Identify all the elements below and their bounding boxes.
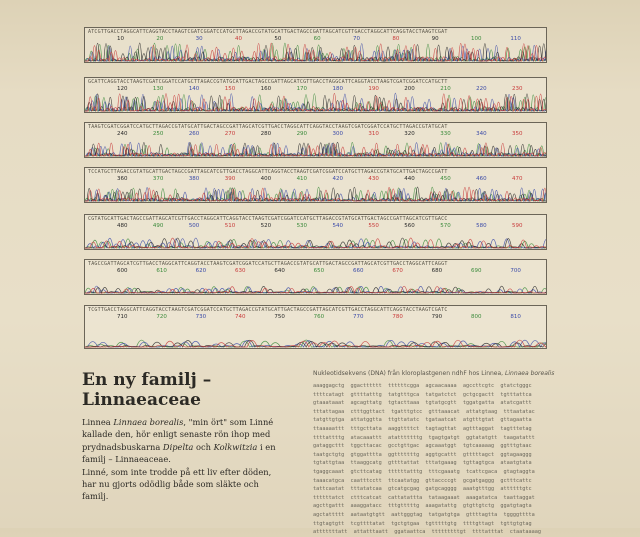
position-number: 420 xyxy=(332,176,343,182)
position-number: 650 xyxy=(313,268,325,274)
base-call-sequence: ATCGTTGACCTAGGCATTCAGGTACCTAAGTCGATCGGATCCATGCTTAGACCGTATGCATTGACTAGCCGATTAGCATCGTTGACCTAGGCATTCAGGTACCTAAGTCGAT xyxy=(88,29,448,35)
position-number: 140 xyxy=(188,86,200,92)
position-number: 70 xyxy=(353,36,360,42)
sequence-row: tgtattgtaa ttaaggcatg gttttattat tttatgaaag tgttagtgca ataatgtata xyxy=(313,460,532,467)
position-number: 760 xyxy=(313,314,325,320)
sequence-row: tatgttgtga attatggtta ttgttatatc tgataatcat atgtttgtat gttagaatta xyxy=(313,417,532,424)
position-number: 80 xyxy=(392,36,400,42)
sequence-row: atttttttatt attatttaatt ggataattca tttttttttgt ttttatttat ctaataaaag xyxy=(313,529,541,536)
paragraph-1: Linnea Linnaea borealis, "min ört" som Linné kallade den, hör enligt senaste rön ihop med prydnadsbuskarna Dipelta och Kolkwitzia i en familj – Linnaeaceae. xyxy=(82,417,276,465)
position-number: 10 xyxy=(117,36,124,42)
position-number: 460 xyxy=(476,176,487,182)
base-call-sequence: TAAGTCGATCGGATCCATGCTTAGACCGTATGCATTGACTAGCCGATTAGCATCGTTGACCTAGGCATTCAGGTACCTAAGTCGATCGGATCCATGCTTAGACCGTATGCAT xyxy=(88,124,448,130)
position-number: 770 xyxy=(353,314,364,320)
position-number: 800 xyxy=(471,314,482,320)
position-number: 480 xyxy=(117,223,128,229)
position-number: 60 xyxy=(313,36,321,42)
chromatogram-strip xyxy=(84,214,547,250)
heading: En ny familj – Linnaeaceae xyxy=(82,370,212,410)
position-number: 40 xyxy=(235,36,242,42)
position-number: 710 xyxy=(117,314,128,320)
sequence-row: gataggcttt tggcttacac gcctgttgac agcaaatggt tgtcaaaaag ggtttgtaac xyxy=(313,443,532,450)
position-number: 430 xyxy=(368,176,379,182)
trace-plot xyxy=(85,78,547,113)
position-number: 670 xyxy=(392,268,403,274)
position-number: 270 xyxy=(224,131,236,137)
trace-plot xyxy=(85,28,547,63)
position-number: 240 xyxy=(117,131,128,137)
position-number: 750 xyxy=(274,314,285,320)
position-number: 740 xyxy=(235,314,246,320)
position-number: 510 xyxy=(224,223,236,229)
position-number: 690 xyxy=(471,268,482,274)
position-number: 540 xyxy=(332,223,343,229)
position-number: 730 xyxy=(195,314,207,320)
position-number: 660 xyxy=(353,268,364,274)
trace-g xyxy=(85,238,547,248)
position-number: 190 xyxy=(368,86,379,92)
sequence-row: tgaggcaaat gtcttcatag ttttttatttg tttcgaaatg tcattcgaca gtagtaggta xyxy=(313,468,535,475)
position-number: 400 xyxy=(260,176,272,182)
position-number: 530 xyxy=(296,223,308,229)
position-number: 450 xyxy=(440,176,451,182)
trace-t xyxy=(85,286,547,293)
position-number: 200 xyxy=(404,86,415,92)
position-number: 720 xyxy=(156,314,167,320)
position-number: 210 xyxy=(440,86,451,92)
sequence-caption: Nukleotidsekvens (DNA) från kloroplastgenen ndhF hos Linnea, Linnaea borealis xyxy=(313,370,555,377)
base-call-sequence: TAGCCGATTAGCATCGTTGACCTAGGCATTCAGGTACCTAAGTCGATCGGATCCATGCTTAGACCGTATGCATTGACTAGCCGATTAGCATCGTTGACCTAGGCATTCAGGT xyxy=(88,261,448,267)
position-number: 330 xyxy=(440,131,451,137)
sequence-row: ttaaaaattt tttgcttata aaggttttct tagtagttat agtttaggat tagtttetag xyxy=(313,425,532,432)
sequence-row: ttgtagtgtt tcgttttatat tgctgtgaa tgtttttgtg ttttgttagt tgttgtgtag xyxy=(313,520,532,527)
chromatogram-strip xyxy=(84,259,547,295)
chromatogram-panel xyxy=(84,27,547,349)
position-number: 300 xyxy=(332,131,343,137)
position-number: 110 xyxy=(510,36,521,42)
sequence-listing xyxy=(313,382,583,537)
paragraph-2: Linné, som inte trodde på ett liv efter döden, har nu gjorts odödlig både som släkte och familj. xyxy=(82,466,272,502)
position-number: 390 xyxy=(224,176,236,182)
sequence-row: gtaaataaat agcagttatg tgtacttaaa tgtatgcgtt tggatgatta atatcgattt xyxy=(313,400,532,407)
position-number: 340 xyxy=(476,131,487,137)
position-number: 500 xyxy=(188,223,200,229)
chromatogram-strip xyxy=(84,77,547,113)
position-number: 570 xyxy=(440,223,451,229)
position-number: 280 xyxy=(260,131,272,137)
position-number: 310 xyxy=(368,131,379,137)
position-number: 810 xyxy=(510,314,521,320)
position-number: 550 xyxy=(368,223,379,229)
base-call-sequence: GCATTCAGGTACCTAAGTCGATCGGATCCATGCTTAGACCGTATGCATTGACTAGCCGATTAGCATCGTTGACCTAGGCATTCAGGTACCTAAGTCGATCGGATCCATGCTT xyxy=(88,79,448,85)
position-number: 790 xyxy=(431,314,443,320)
sequence-row: taatgctgtg gtggatttta ggtttttttg aggtgcattt gtttttagct ggtagaaggg xyxy=(313,451,532,458)
position-number: 580 xyxy=(476,223,487,229)
position-number: 360 xyxy=(117,176,128,182)
sequence-row: agctattttt aataatgtgtt aattgggtag tatgatgtga gttttagtta tggggtttta xyxy=(313,511,535,518)
sequence-row: taaacatgca caatttcctt ttcaatatgg gttaccccgt gcgatgaggg gctttcattc xyxy=(313,477,532,484)
position-number: 590 xyxy=(512,223,523,229)
position-number: 170 xyxy=(296,86,308,92)
base-call-sequence: TCGTTGACCTAGGCATTCAGGTACCTAAGTCGATCGGATCCATGCTTAGACCGTATGCATTGACTAGCCGATTAGCATCGTTGACCTAGGCATTCAGGTACCTAAGTCGATC xyxy=(88,307,448,313)
sequence-row: ttttttatct ctttcatcat cattatattta tataagaaat aaagatatca taattaggat xyxy=(313,494,535,501)
trace-plot xyxy=(85,215,547,250)
position-number: 180 xyxy=(332,86,343,92)
position-number: 630 xyxy=(235,268,246,274)
position-number: 640 xyxy=(274,268,285,274)
trace-plot xyxy=(85,168,547,203)
position-number: 250 xyxy=(152,131,164,137)
position-number: 610 xyxy=(156,268,167,274)
trace-plot xyxy=(85,260,547,295)
position-number: 470 xyxy=(512,176,523,182)
sequence-row: aaaggagctg ggactttttt ttttttcgga agcaacaaaa agccttcgtc gtatctgggc xyxy=(313,383,532,389)
position-number: 220 xyxy=(476,86,487,92)
chromatogram-strip xyxy=(84,167,547,203)
position-number: 780 xyxy=(392,314,403,320)
position-number: 700 xyxy=(510,268,521,274)
position-number: 440 xyxy=(404,176,415,182)
info-text-block xyxy=(82,370,287,503)
chromatogram-strip xyxy=(84,122,547,158)
chromatogram-strip xyxy=(84,27,547,63)
chromatogram-strip xyxy=(84,305,547,349)
position-number: 290 xyxy=(296,131,308,137)
sequence-row: tttattagaa ctttggttact tgatttgtcc gtttaaacat attatgtaag tttaatatac xyxy=(313,408,535,415)
base-call-sequence: TCCATGCTTAGACCGTATGCATTGACTAGCCGATTAGCATCGTTGACCTAGGCATTCAGGTACCTAAGTCGATCGGATCCATGCTTAGACCGTATGCATTGACTAGCCGATT xyxy=(88,169,448,175)
position-number: 520 xyxy=(260,223,272,229)
position-number: 320 xyxy=(404,131,415,137)
position-number: 30 xyxy=(195,36,203,42)
position-number: 680 xyxy=(431,268,443,274)
position-number: 410 xyxy=(296,176,308,182)
position-number: 370 xyxy=(152,176,164,182)
position-number: 120 xyxy=(117,86,128,92)
position-number: 600 xyxy=(117,268,128,274)
sequence-row: ttttattttg atacaaattt atatttttttg tgagtgatgt ggtatatgtt taagatattt xyxy=(313,434,535,441)
position-number: 150 xyxy=(224,86,236,92)
base-call-sequence: CGTATGCATTGACTAGCCGATTAGCATCGTTGACCTAGGCATTCAGGTACCTAAGTCGATCGGATCCATGCTTAGACCGTATGCATTGACTAGCCGATTAGCATCGTTGACC xyxy=(88,216,448,222)
position-number: 20 xyxy=(156,36,164,42)
sequence-row: ttttcatagt gttttatttg tatgtttgca tatgatctct gctgcgactt tgtttattca xyxy=(313,391,532,398)
position-number: 350 xyxy=(512,131,523,137)
sequence-row: tattcaatat tttatatcaa gtcatgcgag gatgcagggg aaatgtttgg attttttgtc xyxy=(313,486,532,493)
position-number: 160 xyxy=(260,86,272,92)
position-number: 130 xyxy=(152,86,164,92)
position-number: 620 xyxy=(195,268,207,274)
position-number: 380 xyxy=(188,176,200,182)
position-number: 50 xyxy=(274,36,282,42)
position-number: 230 xyxy=(512,86,523,92)
trace-plot xyxy=(85,123,547,158)
position-number: 90 xyxy=(431,36,439,42)
position-number: 100 xyxy=(471,36,482,42)
sequence-row: agcttgattt aaaggatacc tttgtttttg aaagatattg gtgttgtctg ggatgtagta xyxy=(313,503,532,510)
trace-plot xyxy=(85,306,547,349)
trace-a xyxy=(85,94,547,111)
position-number: 260 xyxy=(188,131,200,137)
position-number: 560 xyxy=(404,223,415,229)
position-number: 490 xyxy=(152,223,164,229)
